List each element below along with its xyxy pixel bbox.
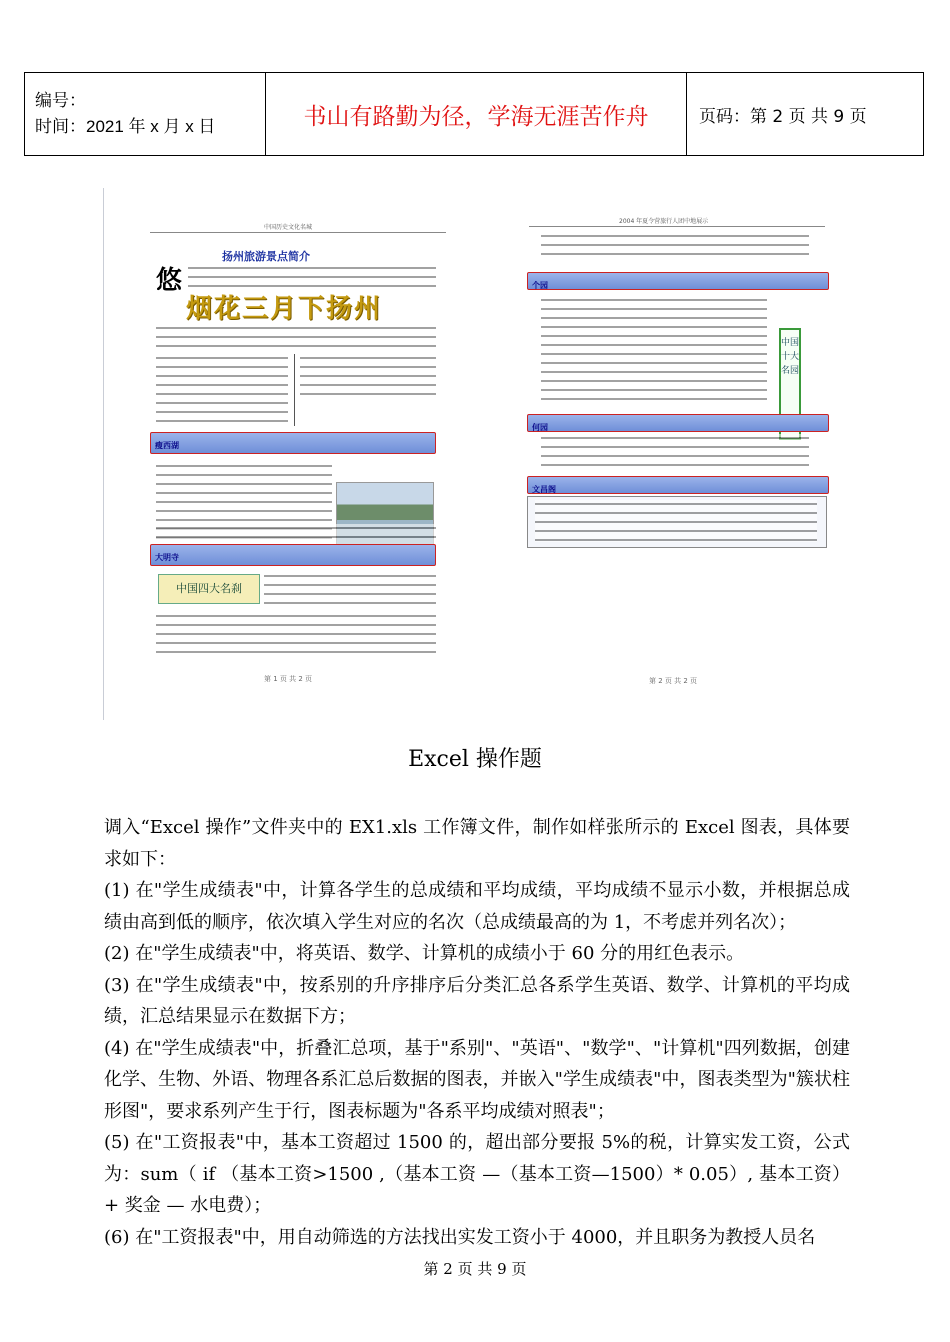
page-code-text: 页码：第 2 页 共 9 页: [699, 106, 867, 127]
page1-column-rule: [294, 354, 295, 426]
header-meta-cell: [25, 73, 266, 156]
motto-cell: [266, 73, 687, 156]
body-paragraph: (1) 在"学生成绩表"中，计算各学生的总成绩和平均成绩，平均成绩不显示小数，并根据总成绩由高到低的顺序，依次填入学生对应的名次（总成绩最高的为 1，不考虑并列名次）；: [104, 880, 850, 933]
page1-text-block: [156, 524, 436, 544]
page2-section-title: 个园: [532, 281, 548, 290]
page-code-cell: [687, 73, 924, 156]
document-title: Excel 操作题: [408, 747, 542, 772]
page1-scroll-label: 中国四大名刹: [158, 574, 260, 604]
page1-text-block: [156, 324, 436, 348]
page1-subtitle: 扬州旅游景点简介: [222, 250, 310, 263]
page2-text-block: [541, 434, 809, 470]
page1-art-title: 烟花三月下扬州: [186, 294, 383, 324]
page1-text-block: [188, 264, 436, 288]
page1-section-title: 大明寺: [155, 553, 179, 562]
time-label: 时间：2021 年 x 月 x 日: [35, 117, 216, 136]
page2-text-block: [535, 500, 817, 542]
body-paragraph: (3) 在"学生成绩表"中，按系别的升序排序后分类汇总各系学生英语、数学、计算机的平均成绩，汇总结果显示在数据下方；: [104, 974, 850, 1027]
sample-figure: [103, 188, 849, 720]
page2-section-title: 何园: [532, 423, 548, 432]
page1-text-block: [156, 354, 288, 426]
sample-page-2: [523, 216, 849, 685]
sample-page-1: [103, 188, 484, 720]
serial-number-label: 编号：: [35, 91, 86, 110]
page1-text-block: [264, 572, 436, 608]
page1-text-block: [156, 612, 436, 656]
page1-footer: 第 1 页 共 2 页: [264, 675, 313, 683]
page2-text-block: [541, 296, 767, 406]
header-table: [24, 72, 924, 156]
page-footer: 第 2 页 共 9 页: [423, 1260, 527, 1278]
body-paragraph: (2) 在"学生成绩表"中，将英语、数学、计算机的成绩小于 60 分的用红色表示。: [104, 943, 745, 964]
page1-head-rule: [150, 232, 446, 233]
page2-head-rule: [529, 226, 825, 227]
page2-section-title: 文昌阁: [532, 485, 556, 494]
page2-section-bar: [527, 272, 829, 290]
page2-section-bar: [527, 476, 829, 494]
body-paragraph: 调入“Excel 操作”文件夹中的 EX1.xls 工作簿文件，制作如样张所示的 Excel 图表，具体要求如下：: [104, 817, 850, 870]
page2-running-head: 2004 年夏令营旅行人团中地展示: [619, 218, 709, 225]
document-body: [104, 812, 850, 1253]
body-paragraph: (6) 在"工资报表"中，用自动筛选的方法找出实发工资小于 4000，并且职务为教授人员名: [104, 1226, 816, 1248]
page2-text-block: [541, 232, 809, 262]
page1-text-block: [300, 354, 436, 402]
page1-dropcap: 悠: [156, 266, 183, 296]
page2-vertical-label: 中国十大名园: [779, 328, 801, 440]
body-paragraph: (4) 在"学生成绩表"中，折叠汇总项，基于"系别"、"英语"、"数学"、"计算机"四列数据，创建化学、生物、外语、物理各系汇总后数据的图表，并嵌入"学生成绩表"中，图表类型为"簇状柱形图"，要求系列产生于行，图表标题为"各系平均成绩对照表"；: [104, 1037, 850, 1122]
page1-section-bar: [150, 544, 436, 566]
page1-section-title: 瘦西湖: [155, 441, 179, 450]
page1-running-head: 中国历史文化名城: [264, 224, 313, 231]
motto-text: 书山有路勤为径，学海无涯苦作舟: [303, 103, 649, 130]
page2-footer: 第 2 页 共 2 页: [649, 677, 698, 685]
body-paragraph: (5) 在"工资报表"中，基本工资超过 1500 的，超出部分要报 5%的税，计算实发工资，公式为：sum（ if （基本工资>1500 ,（基本工资 —（基本工资—1500）* 0.05）, 基本工资）+ 奖金 — 水电费）；: [104, 1132, 850, 1216]
page1-section-bar: [150, 432, 436, 454]
page2-section-bar: [527, 414, 829, 432]
